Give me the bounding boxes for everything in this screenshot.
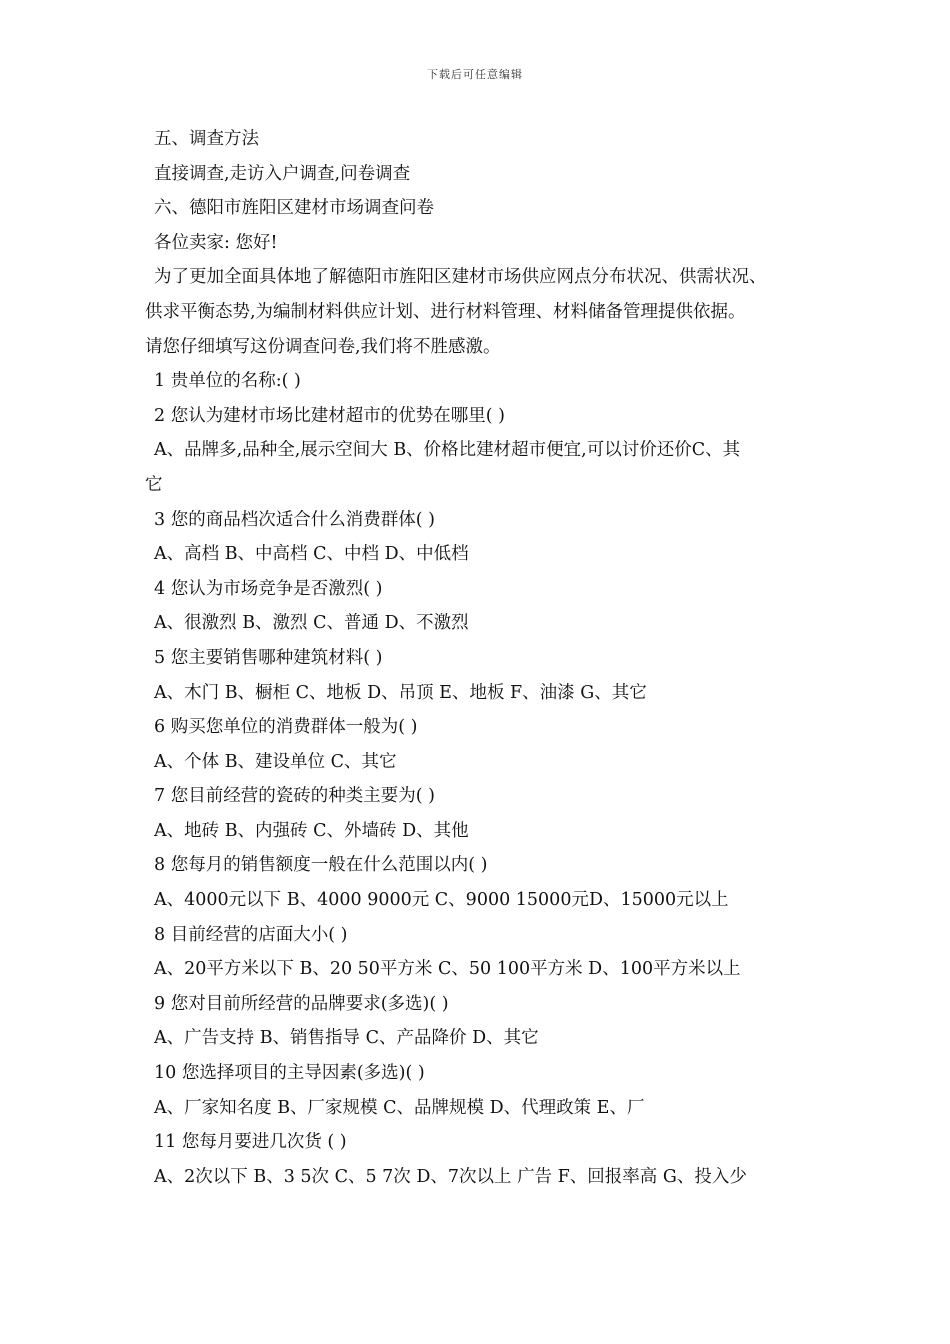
question-line: 8 您每月的销售额度一般在什么范围以内( ): [154, 855, 488, 876]
question-line: 7 您目前经营的瓷砖的种类主要为( ): [154, 786, 435, 807]
question-line: 2 您认为建材市场比建材超市的优势在哪里( ): [154, 405, 505, 426]
text-line: 直接调查,走访入户调查,问卷调查: [154, 163, 411, 184]
question-line: 1 贵单位的名称:( ): [154, 371, 301, 392]
text-line: 为了更加全面具体地了解德阳市旌阳区建材市场供应网点分布状况、供需状况、: [154, 267, 767, 288]
options-line: A、木门 B、橱柜 C、地板 D、吊顶 E、地板 F、油漆 G、其它: [154, 682, 647, 703]
options-line: A、4000元以下 B、4000 9000元 C、9000 15000元D、15000元以上: [154, 890, 729, 911]
question-line: 6 购买您单位的消费群体一般为( ): [154, 717, 418, 738]
options-line: A、厂家知名度 B、厂家规模 C、品牌规模 D、代理政策 E、厂: [154, 1097, 645, 1118]
question-line: 11 您每月要进几次货 ( ): [154, 1132, 347, 1153]
document-body: [145, 122, 815, 1194]
options-line: A、个体 B、建设单位 C、其它: [154, 751, 397, 772]
options-line: A、2次以下 B、3 5次 C、5 7次 D、7次以上 广告 F、回报率高 G、投入少: [154, 1166, 747, 1187]
options-line: A、地砖 B、内强砖 C、外墙砖 D、其他: [154, 820, 469, 841]
page-header-note: 下载后可任意编辑: [427, 68, 523, 81]
text-line: 五、调查方法: [154, 129, 259, 149]
text-line: 供求平衡态势,为编制材料供应计划、进行材料管理、材料储备管理提供依据。: [145, 301, 746, 322]
question-line: 9 您对目前所经营的品牌要求(多选)( ): [154, 993, 449, 1014]
question-line: 10 您选择项目的主导因素(多选)( ): [154, 1063, 425, 1084]
text-line: 各位卖家: 您好!: [154, 232, 278, 253]
text-line: 六、德阳市旌阳区建材市场调查问卷: [154, 198, 434, 219]
options-line: A、很激烈 B、激烈 C、普通 D、不激烈: [154, 613, 469, 634]
options-line: A、广告支持 B、销售指导 C、产品降价 D、其它: [154, 1028, 539, 1049]
options-line: 它: [145, 474, 163, 495]
question-line: 4 您认为市场竞争是否激烈( ): [154, 578, 383, 599]
question-line: 8 目前经营的店面大小( ): [154, 924, 348, 945]
question-line: 5 您主要销售哪种建筑材料( ): [154, 647, 383, 668]
options-line: A、品牌多,品种全,展示空间大 B、价格比建材超市便宜,可以讨价还价C、其: [154, 440, 741, 461]
text-line: 请您仔细填写这份调查问卷,我们将不胜感激。: [145, 336, 501, 357]
question-line: 3 您的商品档次适合什么消费群体( ): [154, 509, 435, 530]
options-line: A、高档 B、中高档 C、中档 D、中低档: [154, 544, 469, 565]
options-line: A、20平方米以下 B、20 50平方米 C、50 100平方米 D、100平方米以上: [154, 959, 741, 980]
